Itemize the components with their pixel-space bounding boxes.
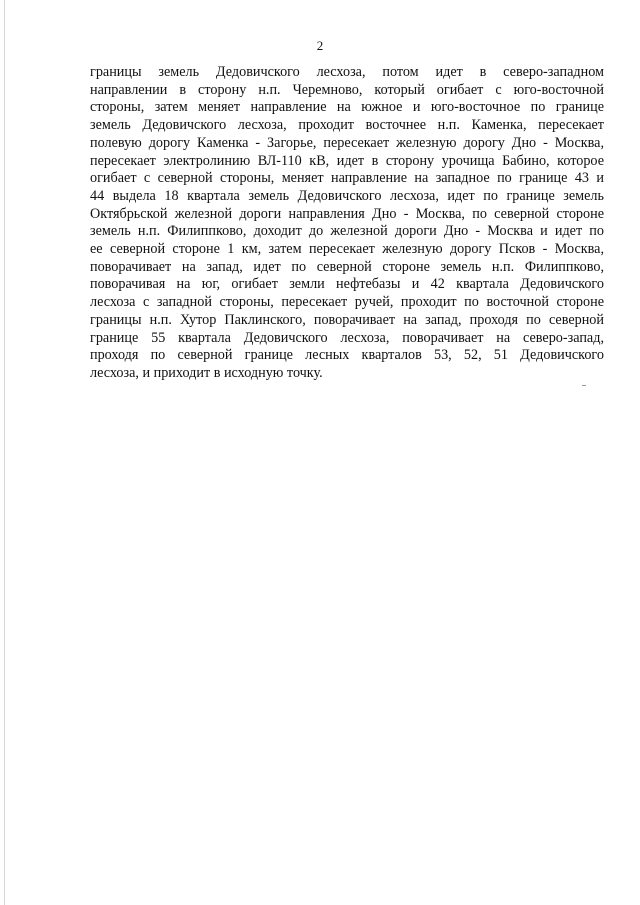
text-line: 44 выдела 18 квартала земель Дедовичского лесхоза, идет по границе земель <box>90 187 604 204</box>
text-line: поворачивая на юг, огибает земли нефтебазы и 42 квартала Дедовичского <box>90 276 604 293</box>
text-line: огибает с северной стороны, меняет направление на западное по границе 43 и <box>90 170 604 187</box>
text-line: направлении в сторону н.п. Черемново, который огибает с юго-восточной <box>90 81 604 98</box>
text-line-last: лесхоза, и приходит в исходную точку. <box>90 364 323 381</box>
text-line: стороны, затем меняет направление на южное и юго-восточное по границе <box>90 99 604 116</box>
text-line: границе 55 квартала Дедовичского лесхоза, поворачивает на северо-запад, <box>90 329 604 346</box>
text-line: поворачивает на запад, идет по северной стороне земель н.п. Филиппково, <box>90 258 604 275</box>
page-number: 2 <box>316 38 324 53</box>
text-line: земель н.п. Филиппково, доходит до железной дороги Дно - Москва и идет по <box>90 223 604 240</box>
text-line: лесхоза с западной стороны, пересекает ручей, проходит по восточной стороне <box>90 294 604 311</box>
text-line: пересекает электролинию ВЛ-110 кВ, идет в сторону урочища Бабино, которое <box>90 152 604 169</box>
scan-speck <box>582 385 586 386</box>
text-line: полевую дорогу Каменка - Загорье, пересекает железную дорогу Дно - Москва, <box>90 134 604 151</box>
text-line: проходя по северной границе лесных кварталов 53, 52, 51 Дедовичского <box>90 347 604 364</box>
body-paragraph <box>90 64 604 383</box>
text-line: земель Дедовичского лесхоза, проходит восточнее н.п. Каменка, пересекает <box>90 117 604 134</box>
text-line: границы н.п. Хутор Паклинского, поворачивает на запад, проходя по северной <box>90 311 604 328</box>
text-line: границы земель Дедовичского лесхоза, потом идет в северо-западном <box>90 64 604 80</box>
text-line: ее северной стороне 1 км, затем пересекает железную дорогу Псков - Москва, <box>90 241 604 258</box>
text-line: Октябрьской железной дороги направления Дно - Москва, по северной стороне <box>90 205 604 222</box>
scan-edge-line <box>4 0 5 905</box>
